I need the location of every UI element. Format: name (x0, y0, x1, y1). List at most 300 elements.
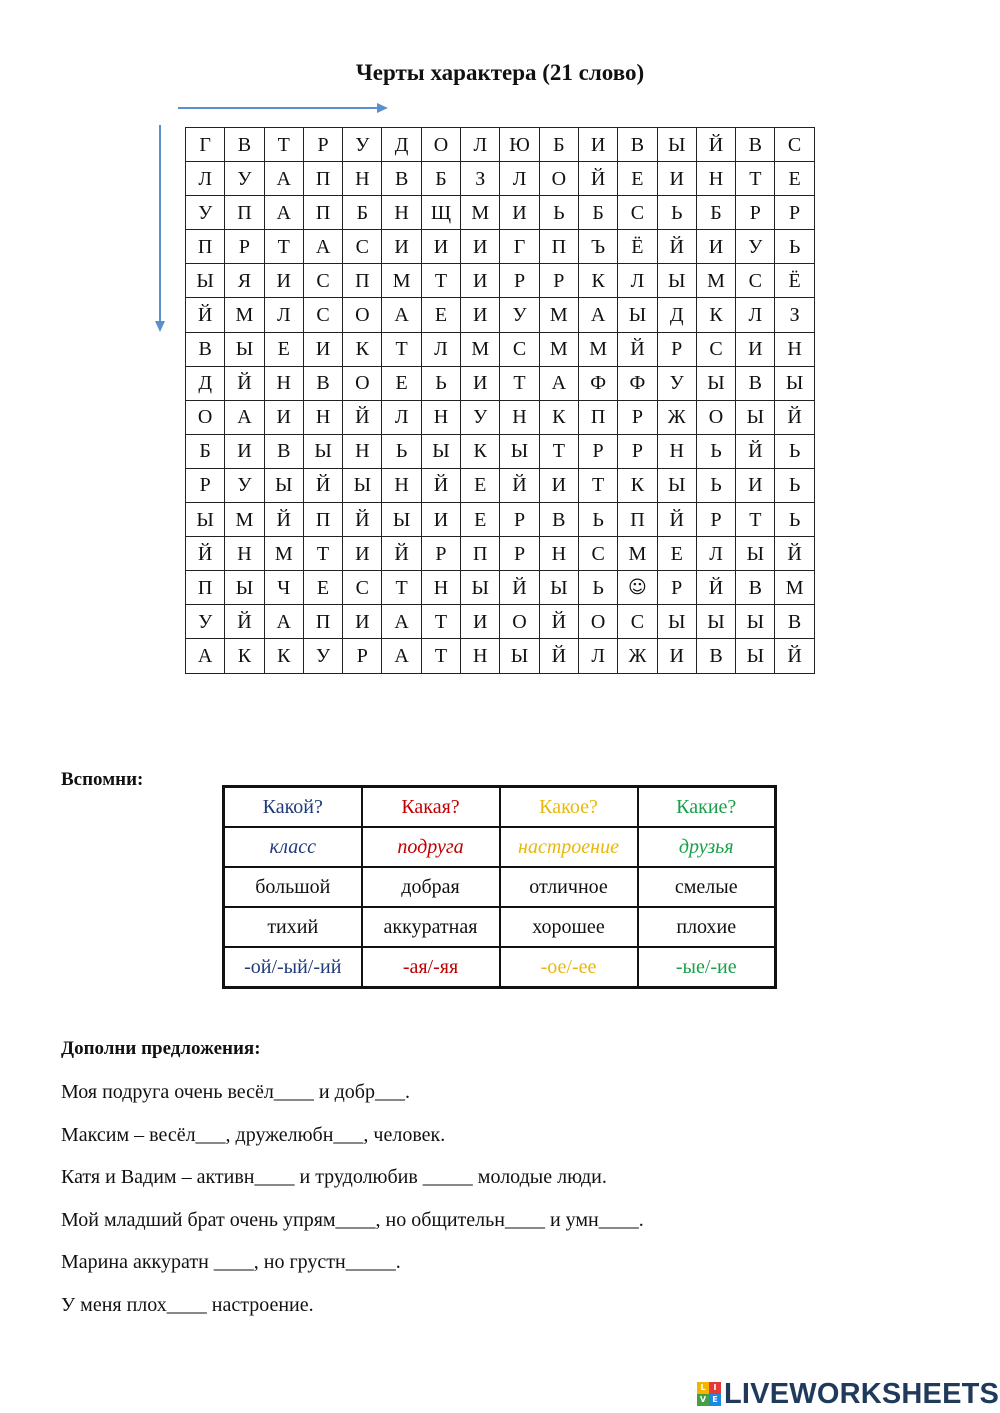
grid-cell[interactable]: О (696, 400, 735, 434)
table-ending-cell: -ая/-яя (362, 947, 500, 988)
grid-cell[interactable]: Е (382, 366, 421, 400)
grid-cell[interactable]: Т (303, 537, 342, 571)
grid-cell[interactable]: Ь (775, 503, 814, 537)
grid-cell[interactable]: Р (225, 230, 264, 264)
grid-cell[interactable]: И (500, 196, 539, 230)
grid-cell[interactable]: Р (736, 196, 775, 230)
grid-cell[interactable]: П (343, 264, 382, 298)
grid-cell[interactable]: Е (461, 503, 500, 537)
grid-cell[interactable]: Л (736, 298, 775, 332)
grid-cell[interactable]: О (343, 298, 382, 332)
header-row (224, 787, 776, 828)
grid-cell[interactable]: И (736, 468, 775, 502)
grid-cell[interactable]: Н (539, 537, 578, 571)
grid-cell[interactable]: Ё (775, 264, 814, 298)
grid-cell[interactable]: В (696, 639, 735, 673)
grid-cell[interactable]: Р (657, 332, 696, 366)
grid-cell[interactable]: Щ (421, 196, 460, 230)
grid-cell[interactable]: Я (225, 264, 264, 298)
grid-cell[interactable]: К (343, 332, 382, 366)
grid-cell[interactable]: Р (500, 503, 539, 537)
table-row (224, 867, 776, 907)
grid-cell[interactable]: Р (500, 264, 539, 298)
grid-cell[interactable]: Е (618, 162, 657, 196)
grid-cell[interactable]: Б (421, 162, 460, 196)
grid-cell[interactable]: Л (578, 639, 617, 673)
grid-cell[interactable]: В (736, 128, 775, 162)
grid-cell[interactable]: Ж (618, 639, 657, 673)
grid-cell[interactable]: А (382, 639, 421, 673)
grid-cell[interactable]: Ы (382, 503, 421, 537)
endings-row (224, 947, 776, 988)
grid-cell[interactable]: О (539, 162, 578, 196)
grid-cell[interactable]: Ы (736, 639, 775, 673)
grid-row (186, 162, 815, 196)
grid-cell[interactable]: М (775, 571, 814, 605)
grid-cell[interactable]: Р (421, 537, 460, 571)
grid-cell[interactable]: Н (382, 196, 421, 230)
table-cell: хорошее (500, 907, 638, 947)
grid-cell[interactable]: Н (696, 162, 735, 196)
grid-cell[interactable]: Р (343, 639, 382, 673)
table-cell: плохие (638, 907, 776, 947)
grid-cell[interactable]: Ж (657, 400, 696, 434)
grid-cell[interactable]: И (696, 230, 735, 264)
grid-cell[interactable]: Ч (264, 571, 303, 605)
table-ending-cell: -ой/-ый/-ий (224, 947, 362, 988)
grid-cell[interactable]: К (618, 468, 657, 502)
grid-cell[interactable]: Д (657, 298, 696, 332)
grid-cell[interactable]: Ы (775, 366, 814, 400)
grid-cell[interactable]: К (578, 264, 617, 298)
grid-cell[interactable]: Й (186, 298, 225, 332)
grid-cell[interactable]: Ь (539, 196, 578, 230)
grid-cell[interactable]: С (578, 537, 617, 571)
grid-cell[interactable]: Ф (618, 366, 657, 400)
grid-cell[interactable]: Ь (382, 434, 421, 468)
grid-cell[interactable]: У (500, 298, 539, 332)
grid-cell[interactable]: Р (618, 434, 657, 468)
arrow-down-icon (152, 123, 168, 335)
grid-cell[interactable]: Й (736, 434, 775, 468)
grid-cell[interactable]: В (618, 128, 657, 162)
grid-cell[interactable]: М (696, 264, 735, 298)
grid-cell[interactable]: С (775, 128, 814, 162)
grid-cell[interactable]: Ю (500, 128, 539, 162)
grid-cell[interactable]: Ы (264, 468, 303, 502)
grid-cell[interactable]: Р (696, 503, 735, 537)
grid-cell[interactable]: У (225, 468, 264, 502)
grid-cell[interactable]: Й (264, 503, 303, 537)
grid-cell[interactable]: У (343, 128, 382, 162)
grid-cell[interactable]: Й (500, 571, 539, 605)
grid-cell[interactable]: Ы (539, 571, 578, 605)
grid-cell[interactable]: Р (775, 196, 814, 230)
grid-cell[interactable]: А (264, 605, 303, 639)
grid-cell[interactable]: С (696, 332, 735, 366)
grid-row (186, 434, 815, 468)
grid-cell[interactable]: Й (696, 571, 735, 605)
grid-cell[interactable]: К (225, 639, 264, 673)
grid-cell[interactable]: Л (696, 537, 735, 571)
grid-cell[interactable]: З (775, 298, 814, 332)
grid-cell[interactable]: И (657, 639, 696, 673)
grid-cell[interactable]: Н (657, 434, 696, 468)
grid-cell[interactable]: Т (421, 264, 460, 298)
grid-cell[interactable]: Ь (775, 230, 814, 264)
grid-cell[interactable]: Т (421, 639, 460, 673)
grid-cell[interactable]: Ь (578, 503, 617, 537)
grid-cell[interactable]: Л (186, 162, 225, 196)
grid-cell[interactable]: Ь (775, 434, 814, 468)
grid-cell[interactable]: С (303, 264, 342, 298)
grid-cell[interactable]: Е (775, 162, 814, 196)
table-header-cell: Какая? (362, 787, 500, 828)
grid-row (186, 332, 815, 366)
grid-cell[interactable]: П (461, 537, 500, 571)
grid-cell[interactable]: М (461, 332, 500, 366)
grid-cell[interactable]: Е (303, 571, 342, 605)
grid-cell[interactable]: И (382, 230, 421, 264)
grid-cell[interactable]: Т (382, 332, 421, 366)
word-search-grid (185, 127, 815, 674)
grid-cell[interactable]: Й (539, 639, 578, 673)
grid-cell[interactable]: П (303, 605, 342, 639)
grid-cell[interactable]: О (186, 400, 225, 434)
complete-sentences-label: Дополни предложения: (61, 1038, 261, 1059)
grid-cell[interactable]: Ь (657, 196, 696, 230)
grid-cell[interactable]: Й (343, 400, 382, 434)
grid-row (186, 128, 815, 162)
grid-cell[interactable]: И (461, 230, 500, 264)
grid-cell[interactable]: Р (578, 434, 617, 468)
grid-cell[interactable]: П (578, 400, 617, 434)
grid-cell[interactable]: Б (186, 434, 225, 468)
grid-cell[interactable]: У (303, 639, 342, 673)
grid-cell[interactable]: Ы (696, 605, 735, 639)
grid-cell[interactable]: Н (461, 639, 500, 673)
grid-cell[interactable]: Ы (500, 639, 539, 673)
grid-cell[interactable]: И (461, 605, 500, 639)
grid-cell[interactable]: М (264, 537, 303, 571)
grid-cell[interactable]: Е (264, 332, 303, 366)
grid-row (186, 468, 815, 502)
grid-cell[interactable]: И (264, 400, 303, 434)
grid-cell[interactable]: Ы (225, 571, 264, 605)
grid-cell[interactable]: Ь (696, 434, 735, 468)
grid-cell[interactable]: А (264, 196, 303, 230)
grid-cell[interactable]: А (578, 298, 617, 332)
grid-cell[interactable]: Ы (225, 332, 264, 366)
grid-cell[interactable]: П (186, 230, 225, 264)
grid-cell[interactable]: Т (264, 128, 303, 162)
grid-cell[interactable]: Л (382, 400, 421, 434)
grid-cell[interactable]: Г (500, 230, 539, 264)
grid-cell[interactable]: Р (539, 264, 578, 298)
grid-row (186, 366, 815, 400)
grid-cell[interactable]: И (225, 434, 264, 468)
grid-cell[interactable]: К (461, 434, 500, 468)
grid-cell[interactable]: И (421, 503, 460, 537)
grid-cell[interactable]: С (736, 264, 775, 298)
grid-cell[interactable]: П (186, 571, 225, 605)
logo-icon-letter: V (697, 1394, 709, 1406)
grid-cell[interactable]: Л (421, 332, 460, 366)
grid-cell[interactable]: Й (343, 503, 382, 537)
grid-cell[interactable]: М (461, 196, 500, 230)
grid-cell[interactable]: Н (775, 332, 814, 366)
table-header-cell: Какое? (500, 787, 638, 828)
grid-cell[interactable]: Ф (578, 366, 617, 400)
grid-cell[interactable]: Н (421, 571, 460, 605)
grid-cell[interactable]: Н (343, 434, 382, 468)
grid-cell[interactable]: А (264, 162, 303, 196)
grid-cell[interactable]: Ы (303, 434, 342, 468)
grid-cell[interactable]: С (343, 230, 382, 264)
grid-cell[interactable]: А (225, 400, 264, 434)
grid-cell[interactable]: В (736, 571, 775, 605)
table-row (224, 907, 776, 947)
grid-cell[interactable]: И (657, 162, 696, 196)
grid-cell[interactable]: Н (382, 468, 421, 502)
logo-text: LIVEWORKSHEETS (724, 1377, 1000, 1410)
grid-cell[interactable]: Й (225, 366, 264, 400)
grid-cell[interactable]: И (264, 264, 303, 298)
grid-cell[interactable]: Г (186, 128, 225, 162)
grid-cell[interactable]: Й (578, 162, 617, 196)
grid-cell[interactable]: Л (264, 298, 303, 332)
grid-cell[interactable]: Т (382, 571, 421, 605)
grid-cell[interactable]: Р (186, 468, 225, 502)
grid-row (186, 571, 815, 605)
grid-cell[interactable]: М (539, 332, 578, 366)
grid-cell[interactable]: Р (657, 571, 696, 605)
grid-cell[interactable]: Л (500, 162, 539, 196)
arrow-right-icon (176, 100, 390, 116)
smiley-icon[interactable]: ☺ (618, 571, 657, 605)
grid-cell[interactable]: Р (303, 128, 342, 162)
grid-cell[interactable]: И (578, 128, 617, 162)
table-header-cell: Какие? (638, 787, 776, 828)
grid-cell[interactable]: Ы (657, 264, 696, 298)
grid-cell[interactable]: И (539, 468, 578, 502)
grid-cell[interactable]: Т (421, 605, 460, 639)
table-example-cell: настроение (500, 827, 638, 867)
grid-cell[interactable]: Е (421, 298, 460, 332)
grid-cell[interactable]: Т (736, 162, 775, 196)
grid-cell[interactable]: О (343, 366, 382, 400)
grid-cell[interactable]: Ы (736, 400, 775, 434)
grid-cell[interactable]: В (736, 366, 775, 400)
table-ending-cell: -ые/-ие (638, 947, 776, 988)
grid-cell[interactable]: И (421, 230, 460, 264)
grid-cell[interactable]: У (736, 230, 775, 264)
grid-cell[interactable]: Р (500, 537, 539, 571)
grid-cell[interactable]: С (303, 298, 342, 332)
logo-icon-letter: L (697, 1382, 709, 1394)
grid-cell[interactable]: Р (618, 400, 657, 434)
grid-cell[interactable]: В (775, 605, 814, 639)
grid-cell[interactable]: Н (225, 537, 264, 571)
grid-cell[interactable]: В (382, 162, 421, 196)
grid-cell[interactable]: Ь (696, 468, 735, 502)
grid-cell[interactable]: Й (500, 468, 539, 502)
grid-cell[interactable]: В (186, 332, 225, 366)
grid-cell[interactable]: В (303, 366, 342, 400)
grid-cell[interactable]: О (500, 605, 539, 639)
grid-cell[interactable]: Ы (736, 605, 775, 639)
liveworksheets-logo[interactable] (697, 1377, 999, 1411)
grid-row (186, 400, 815, 434)
grid-row (186, 264, 815, 298)
grid-cell[interactable]: Д (186, 366, 225, 400)
grid-cell[interactable]: И (461, 298, 500, 332)
grid-cell[interactable]: Ы (186, 503, 225, 537)
grid-cell[interactable]: У (225, 162, 264, 196)
grid-cell[interactable]: Л (618, 264, 657, 298)
grid-cell[interactable]: С (618, 605, 657, 639)
adjective-endings-table (222, 785, 777, 989)
grid-cell[interactable]: П (539, 230, 578, 264)
grid-cell[interactable]: Ы (421, 434, 460, 468)
grid-cell[interactable]: Ъ (578, 230, 617, 264)
grid-cell[interactable]: Н (343, 162, 382, 196)
grid-cell[interactable]: М (225, 503, 264, 537)
grid-cell[interactable]: Й (696, 128, 735, 162)
grid-cell[interactable]: П (303, 503, 342, 537)
grid-cell[interactable]: Н (264, 366, 303, 400)
grid-cell[interactable]: Й (775, 537, 814, 571)
grid-row (186, 298, 815, 332)
grid-cell[interactable]: Н (500, 400, 539, 434)
grid-cell[interactable]: И (736, 332, 775, 366)
grid-cell[interactable]: Ы (186, 264, 225, 298)
grid-cell[interactable]: Н (303, 400, 342, 434)
grid-cell[interactable]: О (421, 128, 460, 162)
grid-cell[interactable]: П (303, 162, 342, 196)
grid-cell[interactable]: Е (461, 468, 500, 502)
grid-cell[interactable]: К (264, 639, 303, 673)
grid-cell[interactable]: А (382, 605, 421, 639)
table-ending-cell: -ое/-ее (500, 947, 638, 988)
table-cell: добрая (362, 867, 500, 907)
grid-cell[interactable]: Й (382, 537, 421, 571)
grid-cell[interactable]: Т (539, 434, 578, 468)
sentence-list (61, 1080, 644, 1336)
grid-cell[interactable]: М (618, 537, 657, 571)
grid-cell[interactable]: И (303, 332, 342, 366)
grid-cell[interactable]: Ы (343, 468, 382, 502)
grid-cell[interactable]: Ы (657, 605, 696, 639)
grid-cell[interactable]: П (225, 196, 264, 230)
table-example-cell: класс (224, 827, 362, 867)
grid-cell[interactable]: В (539, 503, 578, 537)
grid-cell[interactable]: Ы (461, 571, 500, 605)
grid-cell[interactable]: Б (696, 196, 735, 230)
grid-cell[interactable]: П (618, 503, 657, 537)
grid-cell[interactable]: М (578, 332, 617, 366)
grid-cell[interactable]: Т (578, 468, 617, 502)
sentence-item: Максим – весёл___, дружелюбн___, человек. (61, 1123, 446, 1146)
grid-cell[interactable]: Т (264, 230, 303, 264)
grid-cell[interactable]: М (539, 298, 578, 332)
grid-cell[interactable]: Т (736, 503, 775, 537)
grid-cell[interactable]: С (343, 571, 382, 605)
grid-cell[interactable]: Й (657, 230, 696, 264)
sentence-item: Марина аккуратн ____, но грустн_____. (61, 1251, 401, 1274)
grid-cell[interactable]: У (186, 196, 225, 230)
grid-cell[interactable]: К (696, 298, 735, 332)
grid-cell[interactable]: Й (775, 400, 814, 434)
grid-cell[interactable]: Ы (657, 468, 696, 502)
sentence-item: У меня плох____ настроение. (61, 1293, 314, 1316)
grid-cell[interactable]: А (539, 366, 578, 400)
worksheet-title: Черты характера (21 слово) (355, 60, 645, 85)
grid-cell[interactable]: В (225, 128, 264, 162)
grid-cell[interactable]: Ы (618, 298, 657, 332)
sentence-item: Мой младший брат очень упрям____, но общительн____ и умн____. (61, 1208, 644, 1231)
grid-cell[interactable]: И (461, 366, 500, 400)
grid-cell[interactable]: И (461, 264, 500, 298)
grid-cell[interactable]: Ы (696, 366, 735, 400)
recall-label: Вспомни: (61, 769, 144, 790)
grid-cell[interactable]: И (343, 605, 382, 639)
grid-cell[interactable]: И (343, 537, 382, 571)
grid-cell[interactable]: А (382, 298, 421, 332)
grid-cell[interactable]: А (303, 230, 342, 264)
grid-cell[interactable]: Б (578, 196, 617, 230)
grid-cell[interactable]: Й (657, 503, 696, 537)
grid-cell[interactable]: Й (303, 468, 342, 502)
grid-cell[interactable]: Ь (421, 366, 460, 400)
grid-cell[interactable]: П (303, 196, 342, 230)
grid-cell[interactable]: К (539, 400, 578, 434)
grid-cell[interactable]: О (578, 605, 617, 639)
grid-cell[interactable]: З (461, 162, 500, 196)
grid-cell[interactable]: Й (421, 468, 460, 502)
grid-cell[interactable]: Н (421, 400, 460, 434)
grid-cell[interactable]: Б (343, 196, 382, 230)
grid-cell[interactable]: Д (382, 128, 421, 162)
grid-cell[interactable]: У (657, 366, 696, 400)
grid-cell[interactable]: Б (539, 128, 578, 162)
grid-cell[interactable]: С (618, 196, 657, 230)
grid-cell[interactable]: У (186, 605, 225, 639)
grid-cell[interactable]: Ё (618, 230, 657, 264)
grid-cell[interactable]: Ы (657, 128, 696, 162)
example-row (224, 827, 776, 867)
grid-cell[interactable]: Ы (736, 537, 775, 571)
grid-cell[interactable]: Ь (578, 571, 617, 605)
grid-cell[interactable]: Й (775, 639, 814, 673)
grid-cell[interactable]: Й (539, 605, 578, 639)
grid-cell[interactable]: Ы (500, 434, 539, 468)
grid-row (186, 503, 815, 537)
grid-cell[interactable]: Ь (775, 468, 814, 502)
grid-cell[interactable]: Т (500, 366, 539, 400)
grid-cell[interactable]: Й (225, 605, 264, 639)
grid-cell[interactable]: Й (186, 537, 225, 571)
grid-cell[interactable]: М (225, 298, 264, 332)
grid-cell[interactable]: Й (618, 332, 657, 366)
grid-cell[interactable]: М (382, 264, 421, 298)
grid-cell[interactable]: С (500, 332, 539, 366)
grid-cell[interactable]: В (264, 434, 303, 468)
grid-cell[interactable]: У (461, 400, 500, 434)
grid-cell[interactable]: А (186, 639, 225, 673)
grid-cell[interactable]: Е (657, 537, 696, 571)
grid-cell[interactable]: Л (461, 128, 500, 162)
